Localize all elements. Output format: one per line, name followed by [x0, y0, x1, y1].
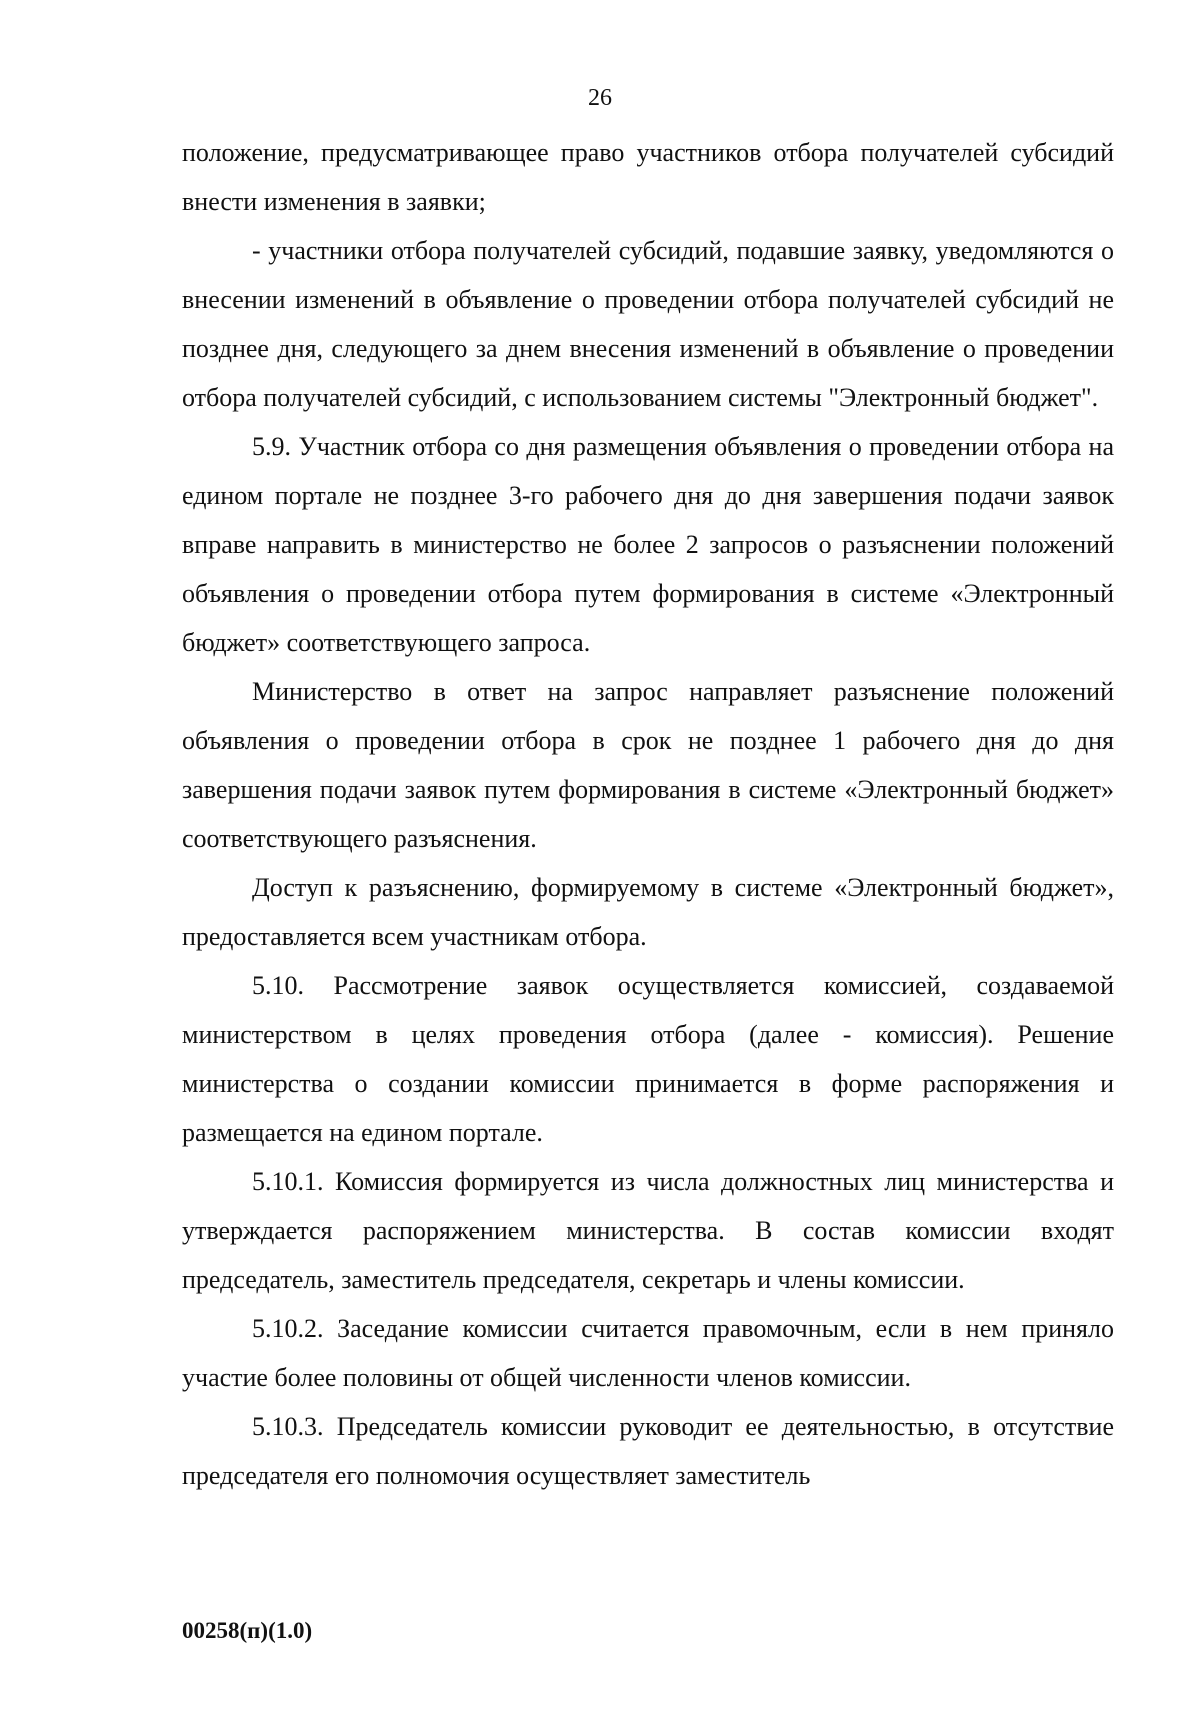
paragraph: Доступ к разъяснению, формируемому в системе «Электронный бюджет», предоставляется всем участникам отбора. [182, 873, 1114, 951]
paragraph: 5.9. Участник отбора со дня размещения объявления о проведении отбора на едином портале не позднее 3-го рабочего дня до дня завершения подачи заявок вправе направить в министерство не более 2 запросов о разъяснении положений объявления о проведении отбора путем формирования в системе «Электронный бюджет» соответствующего запроса. [182, 432, 1114, 657]
paragraph: Министерство в ответ на запрос направляет разъяснение положений объявления о проведении отбора в срок не позднее 1 рабочего дня до дня завершения подачи заявок путем формирования в системе «Электронный бюджет» соответствующего разъяснения. [182, 677, 1114, 853]
paragraph: 5.10.2. Заседание комиссии считается правомочным, если в нем приняло участие более половины от общей численности членов комиссии. [182, 1314, 1114, 1392]
paragraph: 5.10. Рассмотрение заявок осуществляется комиссией, создаваемой министерством в целях проведения отбора (далее - комиссия). Решение министерства о создании комиссии принимается в форме распоряжения и размещается на едином портале. [182, 971, 1114, 1147]
page-number: 26 [588, 85, 612, 111]
paragraph: 5.10.3. Председатель комиссии руководит ее деятельностью, в отсутствие председателя его полномочия осуществляет заместитель [182, 1412, 1114, 1490]
document-code: 00258(п)(1.0) [182, 1618, 313, 1643]
paragraph: положение, предусматривающее право участников отбора получателей субсидий внести изменения в заявки; [182, 138, 1114, 216]
document-body [182, 128, 1114, 1500]
paragraph: - участники отбора получателей субсидий, подавшие заявку, уведомляются о внесении изменений в объявление о проведении отбора получателей субсидий не позднее дня, следующего за днем внесения изменений в объявление о проведении отбора получателей субсидий, с использованием системы "Электронный бюджет". [182, 236, 1114, 412]
paragraph: 5.10.1. Комиссия формируется из числа должностных лиц министерства и утверждается распоряжением министерства. В состав комиссии входят председатель, заместитель председателя, секретарь и члены комиссии. [182, 1167, 1114, 1294]
